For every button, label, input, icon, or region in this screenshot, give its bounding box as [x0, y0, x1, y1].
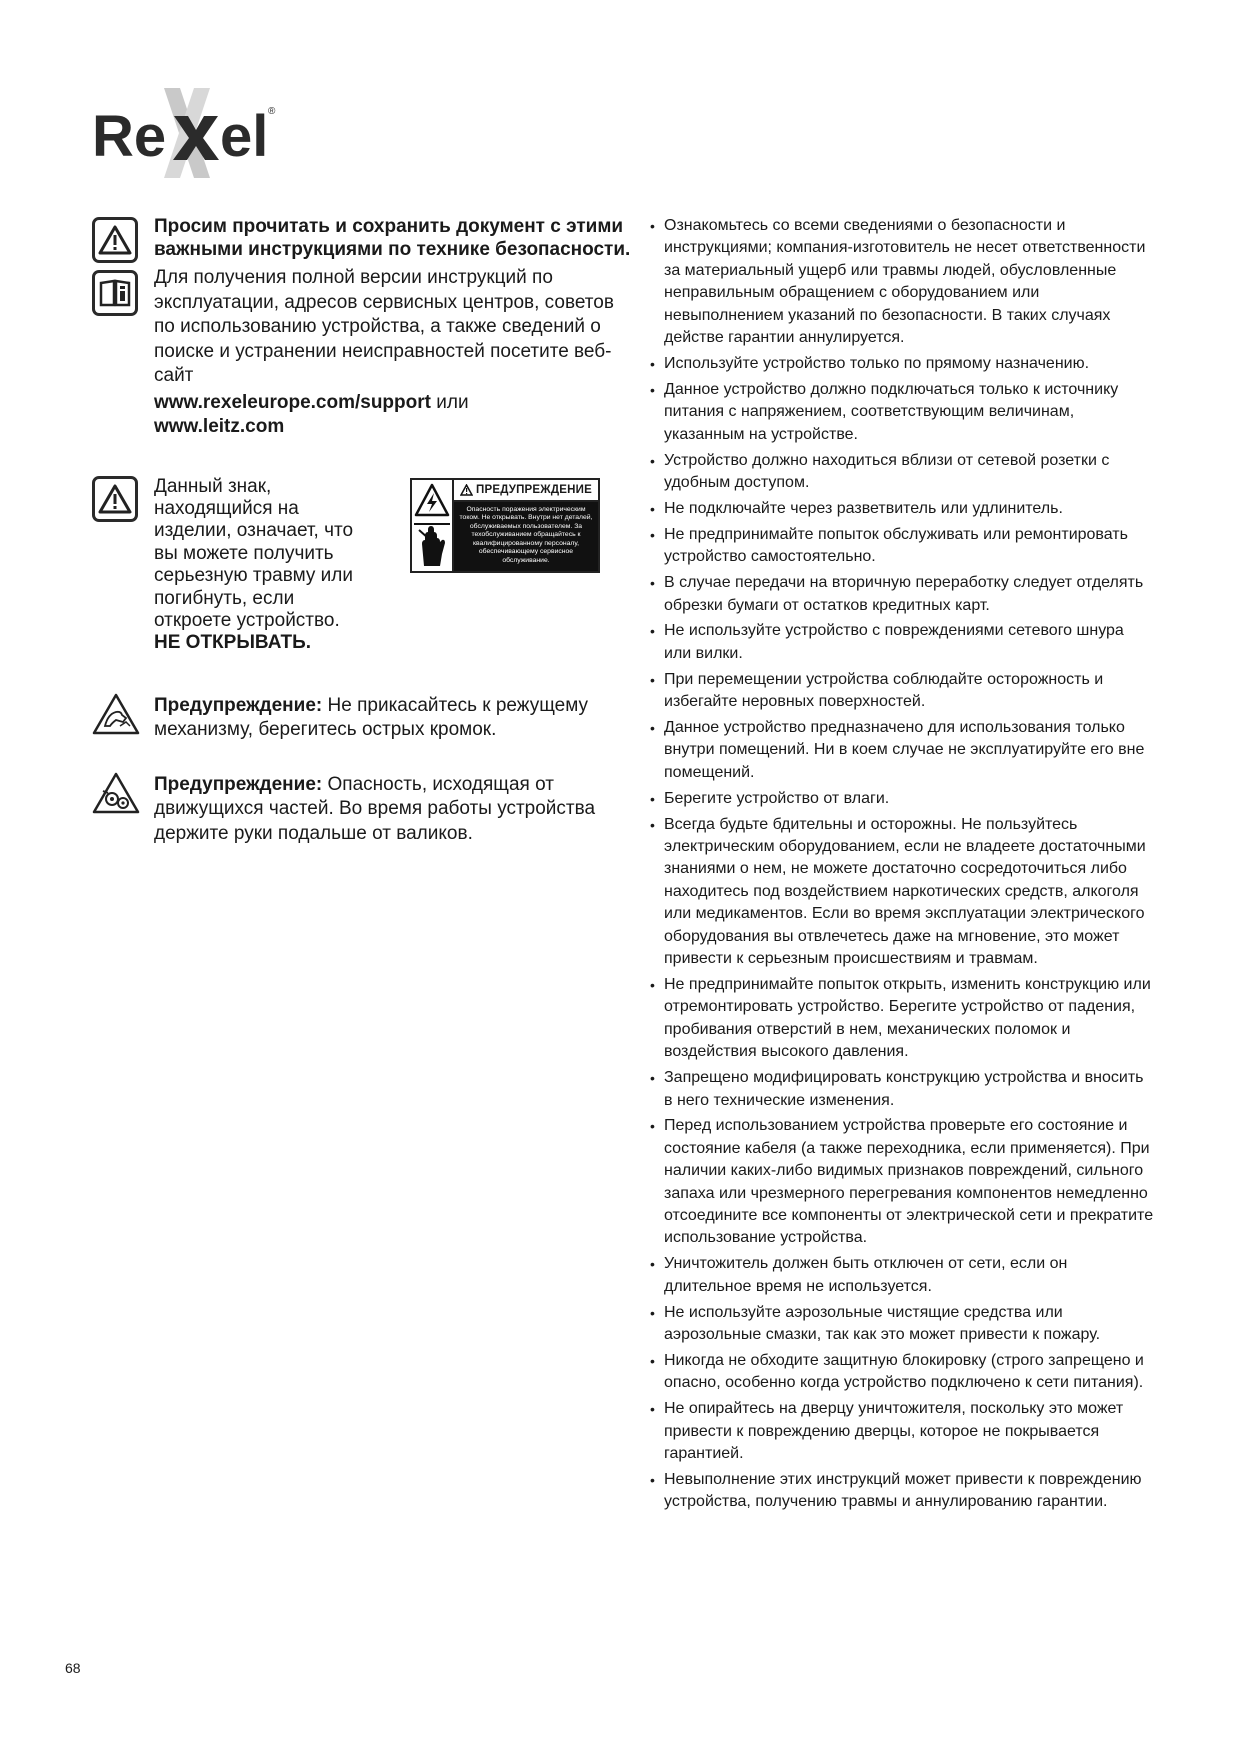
do-not-open-block: [92, 476, 632, 656]
sign-description: Данный знак, находящийся на изделии, означает, что вы можете получить серьезную травму или погибнуть, если откроете устройство.: [154, 475, 354, 631]
list-item: • Данное устройство предназначено для использования только внутри помещений. Ни в коем случае не эксплуатируйте его вне помещений.: [650, 717, 1155, 784]
moving-parts-warning-text: [154, 773, 632, 847]
intro-block: [92, 215, 632, 440]
warning-label-content: [454, 480, 598, 571]
list-item: • Ознакомьтесь со всеми сведениями о безопасности и инструкциями; компания-изготовитель не несет ответственности за материальный ущерб или травмы людей, обусловленные неправильным обращением с оборудованием или невыполнением указаний по безопасности. В таких случаях действе гарантии аннулируется.: [650, 215, 1155, 349]
warning-triangle-icon: [92, 217, 138, 263]
svg-text:Re: Re: [92, 104, 167, 169]
sharp-blade-warning-icon: [92, 692, 140, 741]
manual-info-icon: [92, 270, 138, 316]
cutting-warning-text: [154, 694, 632, 743]
rexel-logo: [92, 86, 292, 186]
list-item: • Берегите устройство от влаги.: [650, 788, 1155, 810]
warning-label-header: [454, 480, 598, 502]
svg-text:®: ®: [268, 106, 276, 117]
moving-parts-warning-block: [92, 773, 632, 847]
list-item: • Не предпринимайте попыток открыть, изменить конструкцию или отремонтировать устройство. Берегите устройство от падения, пробивания отверстий в нем, механических поломок и воздействия высокого давления.: [650, 974, 1155, 1064]
list-item: • Не опирайтесь на дверцу уничтожителя, поскольку это может привести к повреждению дверцы, которое не покрывается гарантией.: [650, 1398, 1155, 1465]
warning-triangle-icon: [92, 476, 138, 522]
warning-label-symbols: [412, 480, 454, 571]
warning-triangle-icon: [460, 484, 473, 496]
list-item: • Всегда будьте бдительны и осторожны. Не пользуйтесь электрическим оборудованием, если не владеете достаточными знаниями о нем, не можете достаточно сосредоточиться либо находитесь под воздействием наркотических средств, алкоголя или медикаментов. Если во время эксплуатации электрического оборудования вы отвлечетесь даже на мгновение, это может привести к серьезным происшествиям и травмам.: [650, 814, 1155, 971]
leitz-link[interactable]: www.leitz.com: [154, 416, 285, 437]
warning-label-title: ПРЕДУПРЕЖДЕНИЕ: [476, 483, 592, 496]
warning-label: [410, 478, 600, 573]
safety-instructions-list: [650, 215, 1155, 1517]
intro-links: [154, 391, 632, 440]
warning-text-1: Не прикасайтесь к режущему механизму, берегитесь острых кромок.: [154, 694, 588, 740]
list-item: • Никогда не обходите защитную блокировку (строго запрещено и опасно, особенно когда устройство подключено к сети питания).: [650, 1350, 1155, 1395]
intro-body: Для получения полной версии инструкций по эксплуатации, адресов сервисных центров, советов по использованию устройства, а также сведений о поиске и устранении неисправностей посетите веб-сайт: [154, 267, 614, 386]
list-item: • Уничтожитель должен быть отключен от сети, если он длительное время не используется.: [650, 1253, 1155, 1298]
list-item: • При перемещении устройства соблюдайте осторожность и избегайте неровных поверхностей.: [650, 669, 1155, 714]
left-column: [92, 215, 632, 846]
warning-text-2: Опасность, исходящая от движущихся частей. Во время работы устройства держите руки подальше от валиков.: [154, 773, 596, 844]
do-not-open-label: НЕ ОТКРЫВАТЬ.: [154, 632, 312, 654]
list-item: • Невыполнение этих инструкций может привести к повреждению устройства, получению травмы и аннулированию гарантии.: [650, 1469, 1155, 1514]
support-link[interactable]: www.rexeleurope.com/support: [154, 391, 431, 413]
list-item: • Не подключайте через разветвитель или удлинитель.: [650, 498, 1155, 520]
list-item: • Не используйте устройство с повреждениями сетевого шнура или вилки.: [650, 620, 1155, 665]
list-item: • Используйте устройство только по прямому назначению.: [650, 353, 1155, 375]
list-item: • Не предпринимайте попыток обслуживать или ремонтировать устройство самостоятельно.: [650, 524, 1155, 569]
do-not-open-text: [154, 476, 374, 655]
svg-text:el: el: [220, 104, 269, 169]
warning-label-2: Предупреждение:: [154, 773, 323, 795]
page-number: 68: [65, 1660, 81, 1676]
warning-label-body: Опасность поражения электрическим током. Не открывать. Внутри нет деталей, обслуживаемых пользователем. За техобслуживанием обращайтесь к квалифицированному персоналу, обеспечивающему сервисное обслуживание.: [454, 502, 598, 571]
list-item: • Не используйте аэрозольные чистящие средства или аэрозольные смазки, так как это может привести к пожару.: [650, 1302, 1155, 1347]
list-item: • В случае передачи на вторичную переработку следует отделять обрезки бумаги от остатков кредитных карт.: [650, 572, 1155, 617]
list-item: • Устройство должно находиться вблизи от сетевой розетки с удобным доступом.: [650, 450, 1155, 495]
list-item: • Данное устройство должно подключаться только к источнику питания с напряжением, соответствующим величинам, указанным на устройстве.: [650, 379, 1155, 446]
cutting-warning-block: [92, 694, 632, 743]
warning-label-1: Предупреждение:: [154, 694, 323, 716]
intro-title: Просим прочитать и сохранить документ с этими важными инструкциями по технике безопасности.: [154, 216, 631, 260]
list-item: • Запрещено модифицировать конструкцию устройства и вносить в него технические изменения.: [650, 1067, 1155, 1112]
link-separator: или: [430, 391, 469, 413]
list-item: • Перед использованием устройства проверьте его состояние и состояние кабеля (а также переходника, если применяется). При наличии каких-либо видимых признаков повреждений, сильного запаха или чрезмерного перегревания компонентов немедленно отсоедините все компоненты от электрической сети и прекратите использование устройства.: [650, 1115, 1155, 1249]
moving-parts-warning-icon: [92, 771, 140, 820]
